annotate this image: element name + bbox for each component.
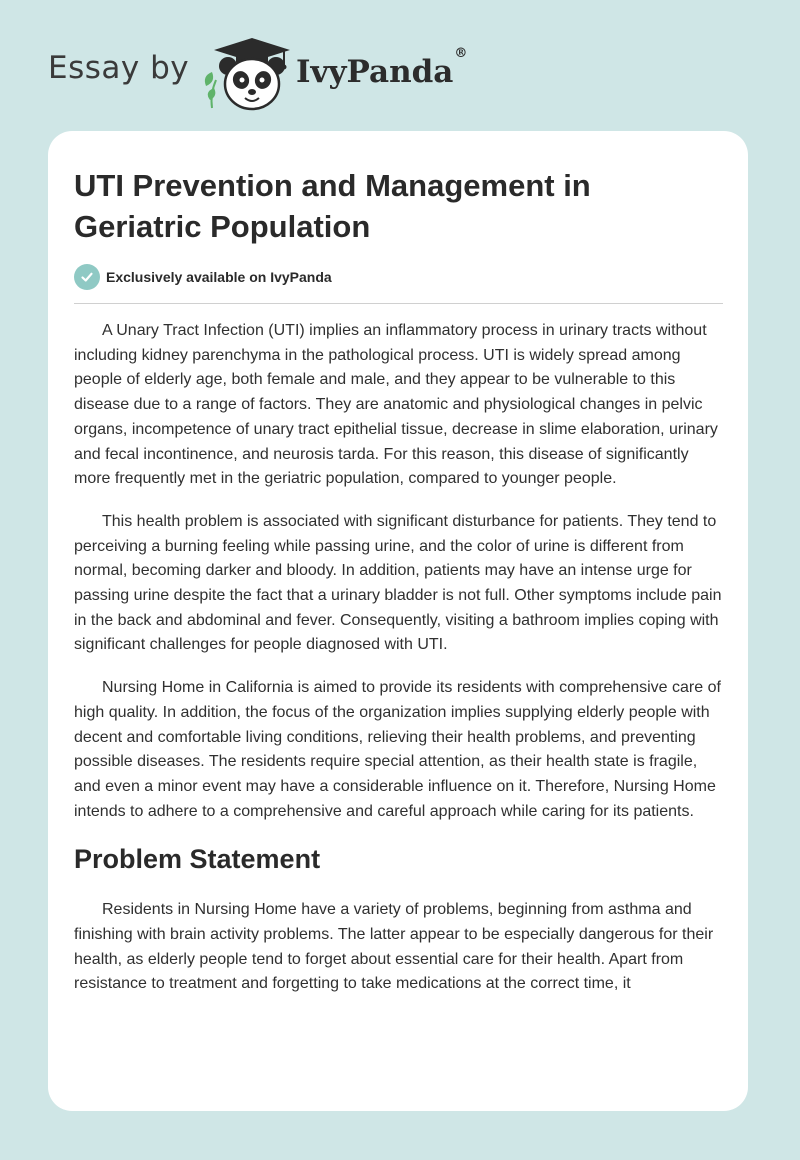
paragraph: Nursing Home in California is aimed to provide its residents with comprehensive care of high quality. In addition, the focus of the organization implies supplying elderly people with decent and comfortable living conditions, relieving their health problems, and preventing possible diseases. The residents require special attention, as their health state is fragile, and even a minor event may have a considerable influence on it. Therefore, Nursing Home intends to adhere to a comprehensive and careful approach while caring for its patients. xyxy=(74,679,721,820)
panda-logo-icon xyxy=(200,36,294,112)
brand-name-text: IvyPanda xyxy=(296,54,454,90)
essay-by-label: Essay by xyxy=(48,50,190,86)
divider xyxy=(74,303,723,304)
essay-title: UTI Prevention and Management in Geriatric Population xyxy=(74,168,591,244)
paragraph: Residents in Nursing Home have a variety of problems, beginning from asthma and finishing with brain activity problems. The latter appear to be especially dangerous for their health, as elderly people tend to forget about essential care for their health. Apart from resistance to treatment and forgetting to take medications at the correct time, it xyxy=(74,901,714,993)
badge-text: Exclusively available on IvyPanda xyxy=(106,269,332,285)
section-heading: Problem Statement xyxy=(74,844,321,875)
paragraph: A Unary Tract Infection (UTI) implies an inflammatory process in urinary tracts without including kidney parenchyma in the pathological process. UTI is widely spread among people of elderly age, both female and male, and they appear to be vulnerable to this disease due to a range of factors. They are anatomic and physiological changes in pelvic organs, incompetence of unary tract epithelial tissue, decrease in slime elaboration, urinary and fecal incontinence, and neurosis tarda. For this reason, this disease of significantly more frequently met in the geriatric population, compared to younger people. xyxy=(74,322,718,488)
essay-card xyxy=(48,131,748,1111)
checkmark-icon xyxy=(74,264,100,290)
paragraph: This health problem is associated with significant disturbance for patients. They tend to perceiving a burning feeling while passing urine, and the color of urine is different from normal, becoming darker and bloody. In addition, patients may have an intense urge for passing urine despite the fact that a urinary bladder is not full. Other symptoms include pain in the back and abdominal and fever. Consequently, visiting a bathroom implies coping with significant challenges for people diagnosed with UTI. xyxy=(74,512,722,654)
registered-mark: ® xyxy=(454,45,468,61)
exclusive-badge xyxy=(74,264,332,290)
site-header xyxy=(0,0,800,130)
essay-body xyxy=(74,319,726,1015)
brand-name[interactable] xyxy=(296,45,468,90)
